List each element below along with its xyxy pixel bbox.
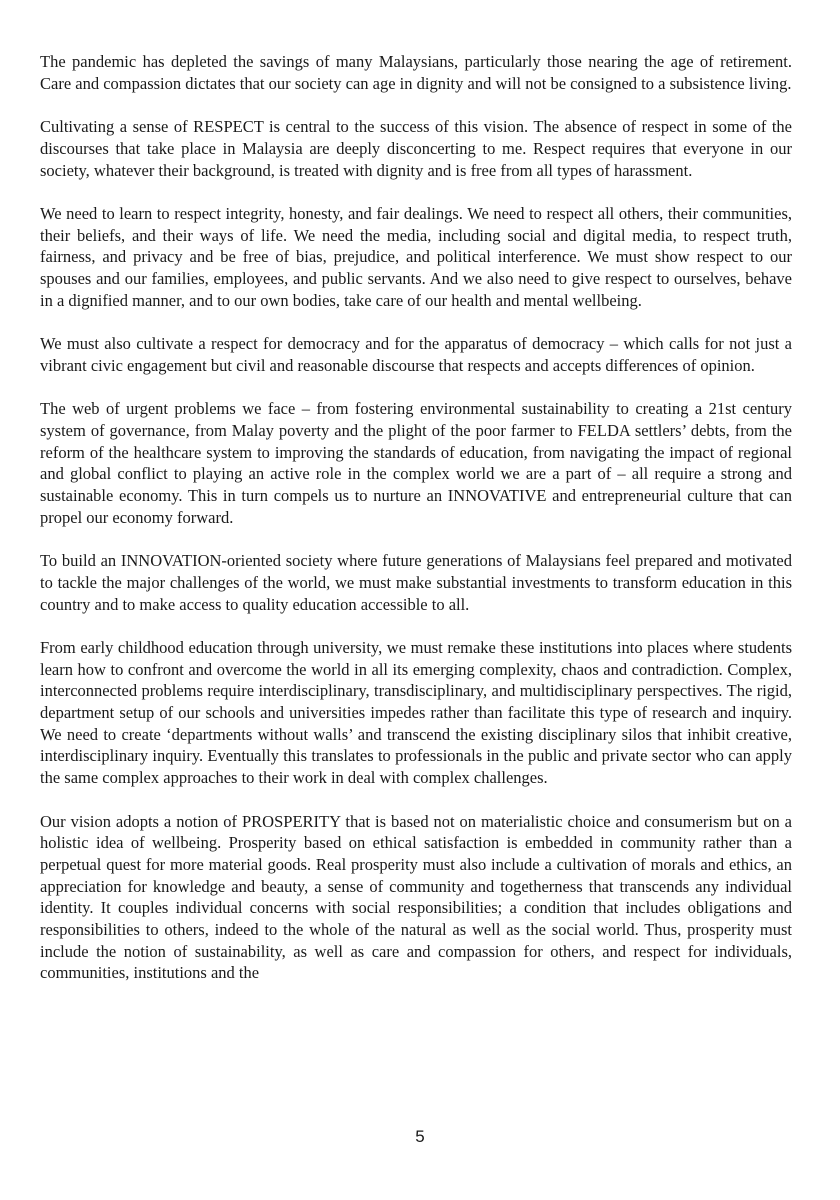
page-number: 5 bbox=[415, 1127, 425, 1146]
paragraph-8: Our vision adopts a notion of PROSPERITY that is based not on materialistic choice and consumerism but on a holistic idea of wellbeing. Prosperity based on ethical satisfaction is embedded in community rather than a perpetual quest for more material goods. Real prosperity must also include a cultivation of morals and ethics, an appreciation for knowledge and beauty, a sense of community and togetherness that transcends any individual identity. It couples individual concerns with social responsibilities; a condition that includes obligations and responsibilities to others, indeed to the whole of the natural as well as the social world. Thus, prosperity must include the notion of sustainability, as well as care and compassion for others, and respect for individuals, communities, institutions and the bbox=[40, 811, 792, 983]
paragraph-7: From early childhood education through university, we must remake these institutions into places where students learn how to confront and overcome the world in all its emerging complexity, chaos and contradiction. Complex, interconnected problems require interdisciplinary, transdisciplinary, and multidisciplinary perspectives. The rigid, department setup of our schools and universities impedes rather than facilitate this type of research and inquiry. We need to create ‘departments without walls’ and transcend the existing disciplinary silos that inhibit creative, interdisciplinary inquiry. Eventually this translates to professionals in the public and private sector who can apply the same complex approaches to their work in deal with complex challenges. bbox=[40, 637, 792, 788]
paragraph-3: We need to learn to respect integrity, honesty, and fair dealings. We need to respect all others, their communities, their beliefs, and their ways of life. We need the media, including social and digital media, to respect truth, fairness, and privacy and be free of bias, prejudice, and political interference. We must show respect to our spouses and our families, employees, and public servants. And we also need to give respect to ourselves, behave in a dignified manner, and to our own bodies, take care of our health and mental wellbeing. bbox=[40, 203, 792, 310]
paragraph-6: To build an INNOVATION-oriented society where future generations of Malaysians feel prepared and motivated to tackle the major challenges of the world, we must make substantial investments to transform education in this country and to make access to quality education accessible to all. bbox=[40, 551, 792, 614]
paragraph-1: The pandemic has depleted the savings of many Malaysians, particularly those nearing the age of retirement. Care and compassion dictates that our society can age in dignity and will not be consigned to a subsistence living. bbox=[40, 52, 792, 93]
paragraph-4: We must also cultivate a respect for democracy and for the apparatus of democracy – which calls for not just a vibrant civic engagement but civil and reasonable discourse that respects and accepts differences of opinion. bbox=[40, 334, 792, 375]
document-body bbox=[40, 51, 792, 1006]
paragraph-5: The web of urgent problems we face – from fostering environmental sustainability to creating a 21st century system of governance, from Malay poverty and the plight of the poor farmer to FELDA settlers’ debts, from the reform of the healthcare system to improving the standards of education, from navigating the impact of regional and global conflict to playing an active role in the complex world we are a part of – all require a strong and sustainable economy. This in turn compels us to nurture an INNOVATIVE and entrepreneurial culture that can propel our economy forward. bbox=[40, 399, 792, 527]
paragraph-2: Cultivating a sense of RESPECT is central to the success of this vision. The absence of respect in some of the discourses that take place in Malaysia are deeply disconcerting to me. Respect requires that everyone in our society, whatever their background, is treated with dignity and is free from all types of harassment. bbox=[40, 117, 792, 180]
